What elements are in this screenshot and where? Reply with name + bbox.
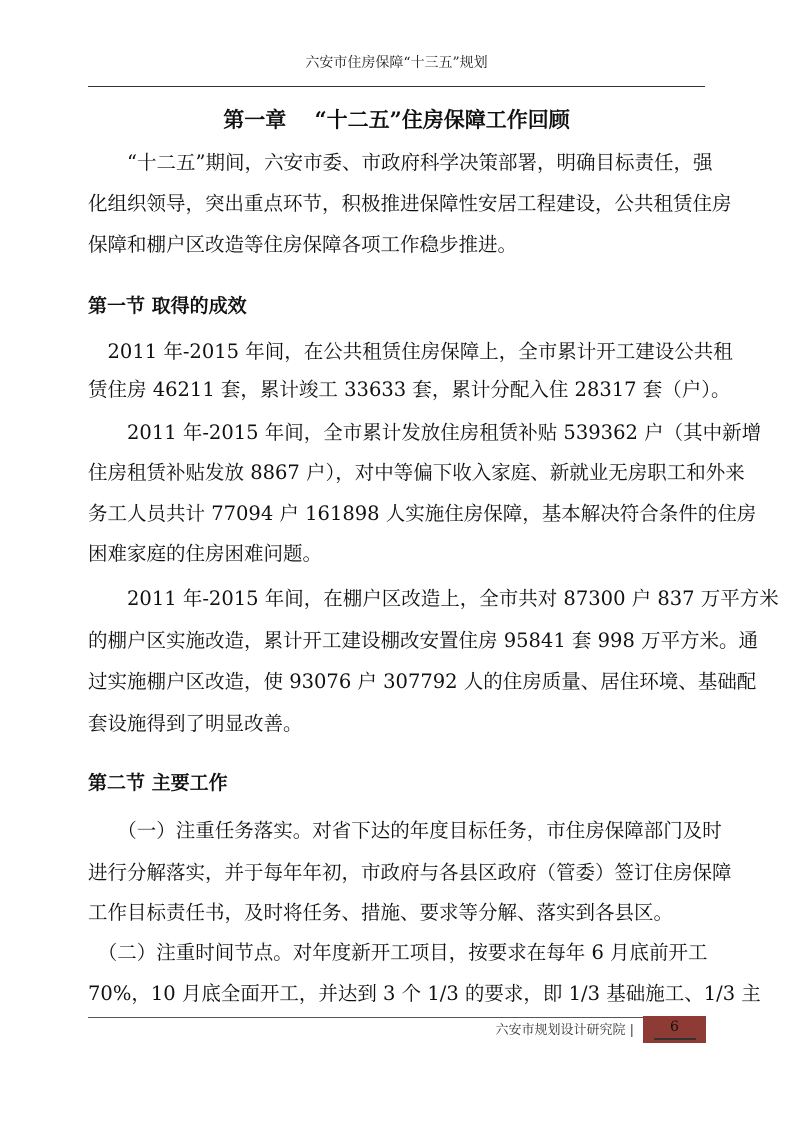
section-heading: 第一节 取得的成效 <box>88 295 247 317</box>
chapter-title: 第一章 “十二五”住房保障工作回顾 <box>223 107 570 132</box>
paragraph-line: 住房租赁补贴发放 8867 户），对中等偏下收入家庭、新就业无房职工和外来 <box>88 461 745 484</box>
paragraph-line: 务工人员共计 77094 户 161898 人实施住房保障，基本解决符合条件的住房 <box>88 502 757 525</box>
paragraph-line: 的棚户区实施改造，累计开工建设棚改安置住房 95841 套 998 万平方米。通 <box>88 629 759 652</box>
paragraph-line: 2011 年-2015 年间，在棚户区改造上，全市共对 87300 户 837 万平方米 <box>88 587 779 610</box>
paragraph-line: “十二五”期间，六安市委、市政府科学决策部署，明确目标责任，强 <box>88 151 713 174</box>
footer-organization: 六安市规划设计研究院 | <box>495 1023 634 1038</box>
page-number: 6 <box>654 1016 696 1040</box>
paragraph-line: 套设施得到了明显改善。 <box>88 712 303 735</box>
paragraph-line: 化组织领导，突出重点环节，积极推进保障性安居工程建设，公共租赁住房 <box>88 192 732 215</box>
paragraph-line: 赁住房 46211 套，累计竣工 33633 套，累计分配入住 28317 套（户）。 <box>88 378 731 401</box>
paragraph-line: 困难家庭的住房困难问题。 <box>88 542 323 565</box>
paragraph-line: 2011 年-2015 年间，全市累计发放住房租赁补贴 539362 户（其中新增 <box>88 421 762 444</box>
paragraph-line: （一）注重任务落实。对省下达的年度目标任务，市住房保障部门及时 <box>88 819 722 842</box>
paragraph-line: 70%，10 月底全面开工，并达到 3 个 1/3 的要求，即 1/3 基础施工、1/3 主 <box>88 982 761 1005</box>
header-divider <box>88 86 705 87</box>
page-number-box <box>643 1016 706 1043</box>
running-header: 六安市住房保障“十三五”规划 <box>305 55 488 71</box>
section-heading: 第二节 主要工作 <box>88 772 228 794</box>
paragraph-line: 过实施棚户区改造，使 93076 户 307792 人的住房质量、居住环境、基础配 <box>88 670 757 693</box>
paragraph-line: 2011 年-2015 年间，在公共租赁住房保障上，全市累计开工建设公共租 <box>88 340 733 363</box>
paragraph-line: 保障和棚户区改造等住房保障各项工作稳步推进。 <box>88 233 518 256</box>
paragraph-line: 工作目标责任书，及时将任务、措施、要求等分解、落实到各县区。 <box>88 901 674 924</box>
paragraph-line: （二）注重时间节点。对年度新开工项目，按要求在每年 6 月底前开工 <box>88 941 708 964</box>
paragraph-line: 进行分解落实，并于每年年初，市政府与各县区政府（管委）签订住房保障 <box>88 861 732 884</box>
